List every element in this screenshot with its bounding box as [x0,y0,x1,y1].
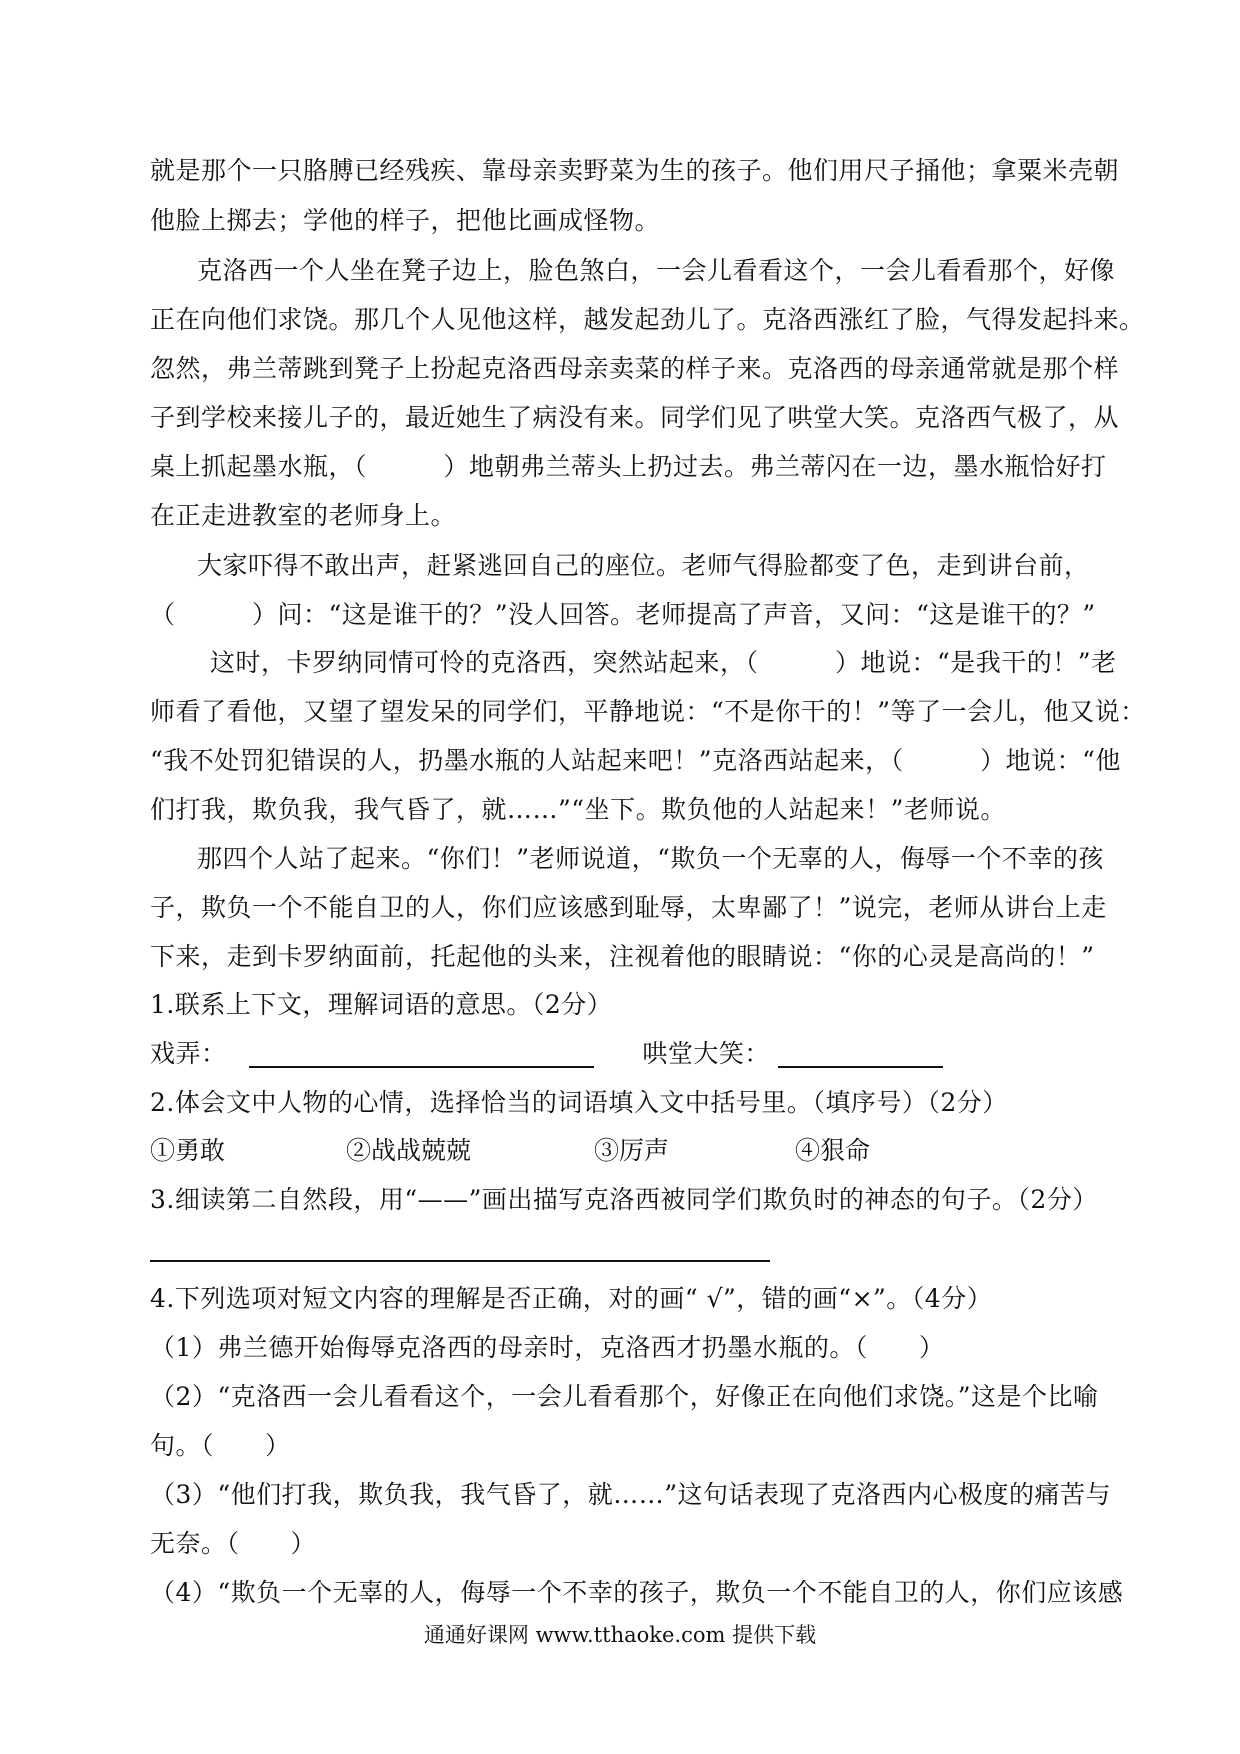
passage-line: 子，欺负一个不能自卫的人，你们应该感到耻辱，太卑鄙了！”说完，老师从讲台上走 [150,893,1107,922]
question-1-words [150,1036,1100,1072]
passage-line: 在正走进教室的老师身上。 [150,501,457,530]
passage-line: 大家吓得不敢出声，赶紧逃回自己的座位。老师气得脸都变了色，走到讲台前， [197,551,1090,580]
judgment-item: 无奈。（ ） [150,1529,317,1558]
passage-line: 就是那个一只胳膊已经残疾、靠母亲卖野菜为生的孩子。他们用尺子捅他；拿粟米壳朝 [150,156,1120,185]
passage-line: 忽然，弗兰蒂跳到凳子上扮起克洛西母亲卖菜的样子来。克洛西的母亲通常就是那个样 [150,354,1120,383]
passage-line: 子到学校来接儿子的，最近她生了病没有来。同学们见了哄堂大笑。克洛西气极了，从 [150,403,1120,432]
judgment-item: 句。（ ） [150,1431,291,1460]
option-1: ①勇敢 [150,1136,226,1165]
option-2: ②战战兢兢 [346,1136,472,1165]
judgment-item: （4）“欺负一个无辜的人，侮辱一个不幸的孩子，欺负一个不能自卫的人，你们应该感 [150,1578,1124,1607]
judgment-item: （1）弗兰德开始侮辱克洛西的母亲时，克洛西才扔墨水瓶的。（ ） [150,1333,945,1362]
passage-line: （ ）问：“这是谁干的？”没人回答。老师提高了声音，又问：“这是谁干的？” [150,600,1096,629]
option-4: ④狠命 [795,1136,871,1165]
word-label: 哄堂大笑： [642,1039,770,1068]
question-4-title: 4.下列选项对短文内容的理解是否正确，对的画“ √”，错的画“×”。（4分） [150,1284,993,1313]
answer-blank[interactable] [249,1038,594,1068]
passage-line: 正在向他们求饶。那几个人见他这样，越发起劲儿了。克洛西涨红了脸，气得发起抖来。 [150,305,1145,334]
question-3-title: 3.细读第二自然段，用“——”画出描写克洛西被同学们欺负时的神态的句子。（2分） [150,1185,1098,1214]
passage-line: 这时，卡罗纳同情可怜的克洛西，突然站起来，（ ）地说：“是我干的！”老 [210,648,1117,677]
question-2-title: 2.体会文中人物的心情，选择恰当的词语填入文中括号里。（填序号）（2分） [150,1088,1008,1117]
judgment-item: （2）“克洛西一会儿看看这个，一会儿看看那个，好像正在向他们求饶。”这是个比喻 [150,1382,1099,1411]
passage-line: 下来，走到卡罗纳面前，托起他的头来，注视着他的眼睛说：“你的心灵是高尚的！” [150,942,1095,971]
question-1-title: 1.联系上下文，理解词语的意思。（2分） [150,990,613,1019]
answer-line[interactable] [150,1260,770,1262]
option-3: ③厉声 [594,1136,670,1165]
passage-line: 们打我，欺负我，我气昏了，就……”“坐下。欺负他的人站起来！”老师说。 [150,795,1006,824]
passage-line: 师看了看他，又望了望发呆的同学们，平静地说：“不是你干的！”等了一会儿，他又说： [150,697,1146,726]
word-label: 戏弄： [150,1039,227,1068]
judgment-item: （3）“他们打我，欺负我，我气昏了，就……”这句话表现了克洛西内心极度的痛苦与 [150,1480,1111,1509]
passage-line: “我不处罚犯错误的人，扔墨水瓶的人站起来吧！”克洛西站起来，（ ）地说：“他 [150,746,1121,775]
answer-blank[interactable] [778,1038,943,1068]
passage-line: 那四个人站了起来。“你们！”老师说道，“欺负一个无辜的人，侮辱一个不幸的孩 [197,844,1104,873]
passage-line: 他脸上掷去；学他的样子，把他比画成怪物。 [150,206,661,235]
footer-source: 通通好课网 www.tthaoke.com 提供下载 [423,1623,817,1647]
passage-line: 桌上抓起墨水瓶，（ ）地朝弗兰蒂头上扔过去。弗兰蒂闪在一边，墨水瓶恰好打 [150,452,1107,481]
passage-line: 克洛西一个人坐在凳子边上，脸色煞白，一会儿看看这个，一会儿看看那个，好像 [197,256,1116,285]
